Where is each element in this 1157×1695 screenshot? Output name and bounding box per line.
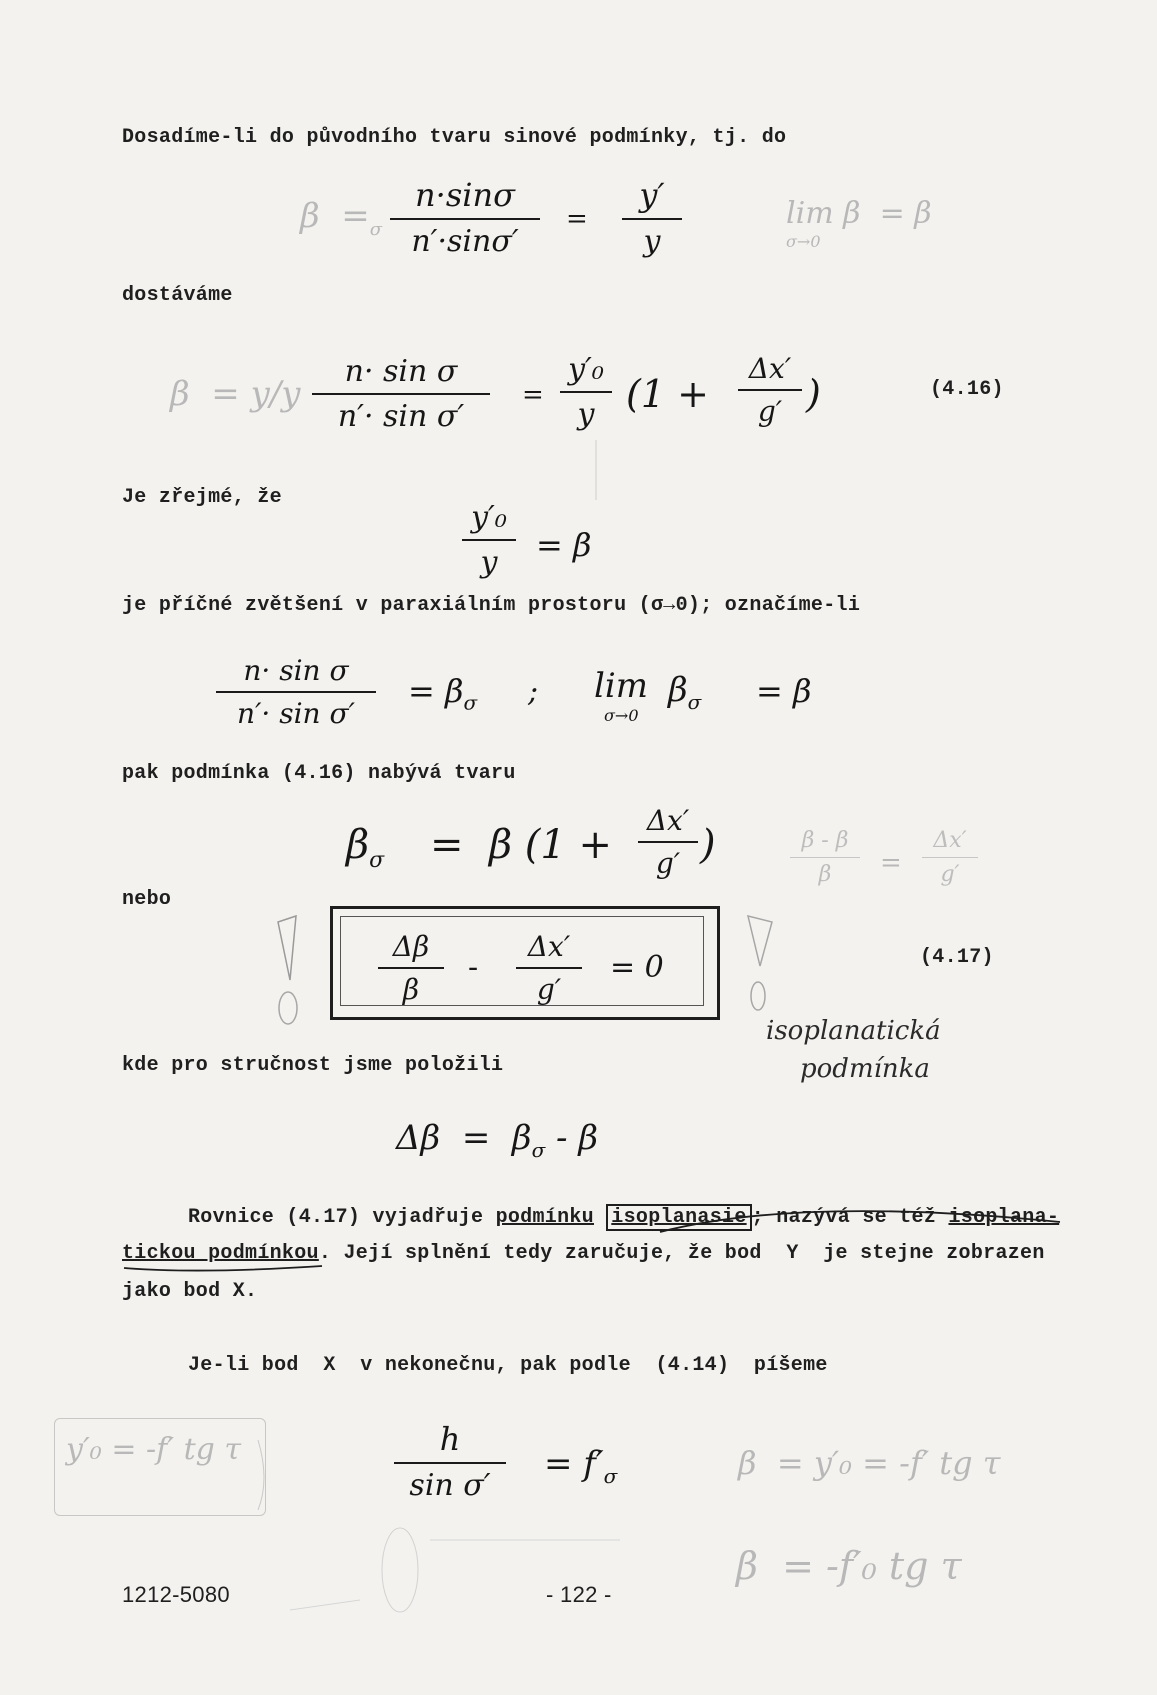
handwritten-note-line-1: isoplanatická bbox=[766, 1016, 941, 1046]
eq4-numerator: n· sin σ bbox=[243, 654, 349, 687]
pencil-note-a: $\beta =_\sigma$ bbox=[300, 196, 383, 240]
text-line-10: jako bod X. bbox=[122, 1280, 258, 1303]
eq8-rhs: = $f'_\sigma$ bbox=[544, 1444, 618, 1488]
eq1-rhs-denominator: y bbox=[643, 224, 661, 259]
eq3-numerator: y′₀ bbox=[471, 500, 507, 535]
pencil-note-b: lim β = β bbox=[786, 196, 932, 231]
eq3-rhs: = β bbox=[536, 526, 592, 564]
eq8-numerator: h bbox=[439, 1420, 461, 1458]
eq6-numerator-1: Δβ bbox=[392, 930, 430, 963]
eq5-lhs: $\beta_\sigma$ bbox=[346, 822, 385, 873]
page-number: - 122 - bbox=[546, 1582, 612, 1607]
eq6-rhs: = 0 bbox=[610, 950, 664, 985]
eq2-equals: = bbox=[522, 380, 544, 410]
text-line-9: tickou podmínkou. Její splnění tedy zaručuje, že bod Y je stejne zobrazen bbox=[122, 1242, 1045, 1265]
eq5-middle: = β (1 + bbox=[430, 822, 613, 868]
pencil-note-f: β = y′₀ = -f′ tg τ bbox=[738, 1444, 1001, 1482]
text-line-4: je příčné zvětšení v paraxiálním prostoru (σ→0); označíme-li bbox=[122, 594, 861, 617]
text-line-6: nebo bbox=[122, 888, 172, 911]
eq7: $\Delta\beta = \beta_\sigma - \beta$ bbox=[396, 1118, 599, 1162]
eq6-denominator-2: g′ bbox=[536, 973, 562, 1006]
pencil-note-c: β = y/y bbox=[170, 374, 301, 414]
eq4-limit: lim bbox=[594, 666, 648, 706]
eq4-denominator: n′· sin σ′ bbox=[237, 697, 355, 730]
eq1-equals: = bbox=[566, 204, 588, 234]
eq4-limit-equals: = β bbox=[756, 672, 812, 710]
pencil-note-d-left: β - β β bbox=[790, 828, 860, 887]
pencil-note-b-sub: σ→0 bbox=[786, 232, 821, 251]
underlined-term-isoplana: isoplana- bbox=[948, 1206, 1060, 1229]
eq1-lhs-denominator: n′·sinσ′ bbox=[411, 224, 519, 259]
eq8-denominator: sin σ′ bbox=[409, 1468, 491, 1503]
eq4-separator: ; bbox=[528, 674, 539, 709]
underlined-term-podminku: podmínku bbox=[495, 1206, 594, 1229]
eq5-denominator: g′ bbox=[655, 847, 681, 880]
pencil-note-d-equals: = bbox=[880, 848, 902, 878]
eq2-lhs-numerator: n· sin σ bbox=[344, 354, 458, 389]
eq2-rhs-numerator: y′₀ bbox=[568, 352, 604, 387]
text-line-3: Je zřejmé, že bbox=[122, 486, 282, 509]
eq6-denominator-1: β bbox=[402, 973, 420, 1006]
text-line-8: Rovnice (4.17) vyjadřuje podmínku isoplanasie ; nazývá se též isoplana- bbox=[188, 1206, 1060, 1229]
eq5-numerator: Δx′ bbox=[646, 804, 690, 837]
eq2-paren-close: ) bbox=[806, 372, 821, 416]
underlined-term-tickou-podminkou: tickou podmínkou bbox=[122, 1242, 319, 1265]
eq5-close: ) bbox=[700, 822, 716, 868]
eq1-rhs-numerator: y′ bbox=[639, 176, 665, 214]
eq6-numerator-2: Δx′ bbox=[527, 930, 571, 963]
equation-label-4-17: (4.17) bbox=[920, 946, 994, 969]
handwritten-note-line-2: podmínka bbox=[800, 1054, 930, 1084]
pencil-note-e: y′₀ = -f′ tg τ bbox=[66, 1432, 241, 1467]
pencil-note-d-right: Δx′ g′ bbox=[922, 828, 978, 887]
equation-label-4-16: (4.16) bbox=[930, 378, 1004, 401]
boxed-term-isoplanasie: isoplanasie bbox=[606, 1204, 751, 1231]
text-line-11: Je-li bod X v nekonečnu, pak podle (4.14) píšeme bbox=[188, 1354, 828, 1377]
eq2-delta-denominator: g′ bbox=[757, 395, 783, 428]
eq2-paren-open: (1 + bbox=[626, 372, 709, 416]
eq4-limit-beta: $\beta_\sigma$ bbox=[668, 670, 702, 714]
text-line-1: Dosadíme-li do původního tvaru sinové podmínky, tj. do bbox=[122, 126, 787, 149]
eq2-delta-numerator: Δx′ bbox=[748, 352, 792, 385]
eq4-limit-subscript: σ→0 bbox=[604, 706, 639, 725]
text-line-2: dostáváme bbox=[122, 284, 233, 307]
eq3-denominator: y bbox=[480, 545, 498, 580]
eq1-lhs-numerator: n·sinσ bbox=[415, 176, 515, 214]
document-code: 1212-5080 bbox=[122, 1582, 230, 1607]
text-line-5: pak podmínka (4.16) nabývá tvaru bbox=[122, 762, 516, 785]
eq2-rhs-denominator: y bbox=[577, 397, 595, 432]
text-line-7: kde pro stručnost jsme položili bbox=[122, 1054, 504, 1077]
eq6-minus: - bbox=[468, 950, 479, 985]
pencil-note-g: β = -f′₀ tg τ bbox=[736, 1544, 962, 1588]
eq4-rhs: = $\beta_\sigma$ bbox=[408, 672, 478, 715]
eq2-lhs-denominator: n′· sin σ′ bbox=[337, 399, 465, 434]
